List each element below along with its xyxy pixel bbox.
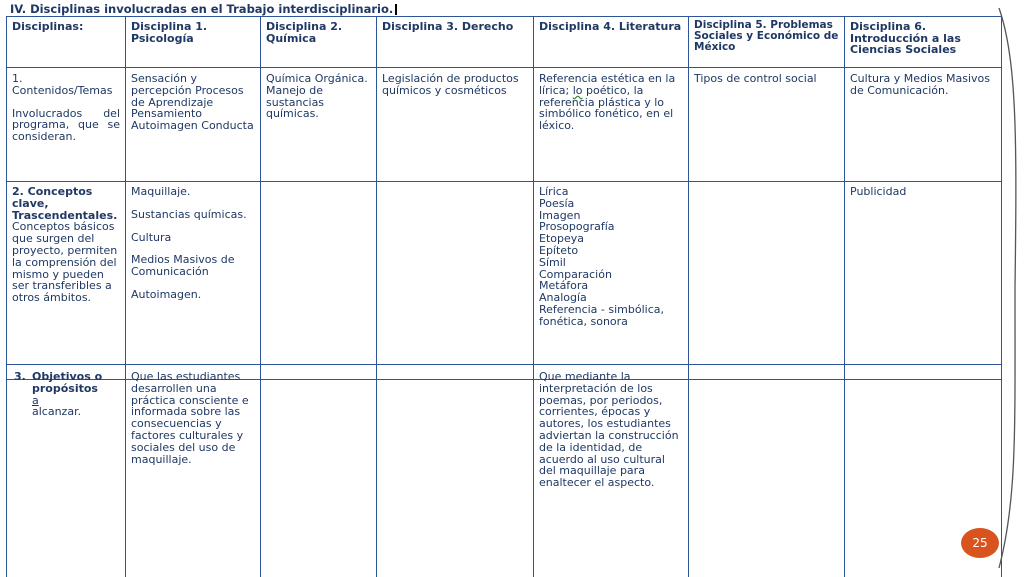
objectives-table [6, 364, 1002, 577]
page-number-badge: 25 [961, 528, 999, 558]
row3-literatura: Que mediante la interpretación de los poemas, por periodos, corrientes, épocas y autores, los estudiantes adviertan la construcción de la identidad, de acuerdo al uso cultural del maquillaje para enaltecer el aspecto. [539, 370, 679, 490]
col-divider [376, 365, 377, 577]
col-divider [688, 17, 689, 379]
row2-ciencias-sociales: Publicidad [850, 185, 907, 198]
col-divider [125, 365, 126, 577]
row3-label: 3. Objetivos o propósitos a alcanzar. [14, 370, 103, 419]
col-divider [376, 17, 377, 379]
col-divider [260, 17, 261, 379]
row1-ciencias-sociales: Cultura y Medios Masivos de Comunicación. [850, 72, 991, 97]
col-divider [125, 17, 126, 379]
col-divider [260, 365, 261, 577]
row1-label: 1. Contenidos/Temas Involucrados del programa, que se consideran. [12, 72, 120, 144]
row1-literatura: Referencia estética en la lírica; lo poético, la referencia plástica y lo simbólico fonético, en el léxico. [539, 72, 676, 133]
col-divider [533, 365, 534, 577]
row-divider [7, 67, 1001, 68]
header-disciplina-5: Disciplina 5. Problemas Sociales y Económico de México [694, 19, 839, 53]
header-disciplina-6: Disciplina 6. Introducción a las Ciencias Sociales [850, 20, 961, 56]
row1-quimica: Química Orgánica. Manejo de sustancias químicas. [266, 72, 368, 121]
header-disciplina-1: Disciplina 1. Psicología [131, 20, 208, 45]
text-cursor [395, 4, 397, 15]
decorative-curve [995, 0, 1024, 576]
page-title: IV. Disciplinas involucradas en el Trabajo interdisciplinario. [10, 2, 397, 16]
disciplines-table [6, 16, 1002, 380]
header-disciplina-4: Disciplina 4. Literatura [539, 20, 682, 33]
row2-label: 2. Conceptos clave, Trascendentales. Conceptos básicos que surgen del proyecto, permiten la comprensión del mismo y pueden ser transferibles a otros ámbitos. [12, 185, 118, 305]
col-divider [688, 365, 689, 577]
col-divider [533, 17, 534, 379]
row1-psicologia: Sensación y percepción Procesos de Aprendizaje Pensamiento Autoimagen Conducta [131, 72, 254, 133]
header-disciplina-3: Disciplina 3. Derecho [382, 20, 514, 33]
row1-derecho: Legislación de productos químicos y cosméticos [382, 72, 519, 97]
row-divider [7, 181, 1001, 182]
row3-psicologia: Que las estudiantes desarrollen una práctica consciente e informada sobre las consecuencias y factores culturales y sociales del uso de maquillaje. [131, 370, 249, 466]
col-divider [844, 17, 845, 379]
row1-problemas-sociales: Tipos de control social [694, 72, 817, 85]
header-disciplinas: Disciplinas: [12, 20, 84, 33]
row2-literatura: Lírica Poesía Imagen Prosopografía Etopeya Epíteto Símil Comparación Metáfora Analogía Referencia - simbólica, fonética, sonora [539, 185, 664, 328]
row2-psicologia: Maquillaje. Sustancias químicas. Cultura Medios Masivos de Comunicación Autoimagen. [131, 185, 247, 301]
col-divider [844, 365, 845, 577]
header-disciplina-2: Disciplina 2. Química [266, 20, 343, 45]
